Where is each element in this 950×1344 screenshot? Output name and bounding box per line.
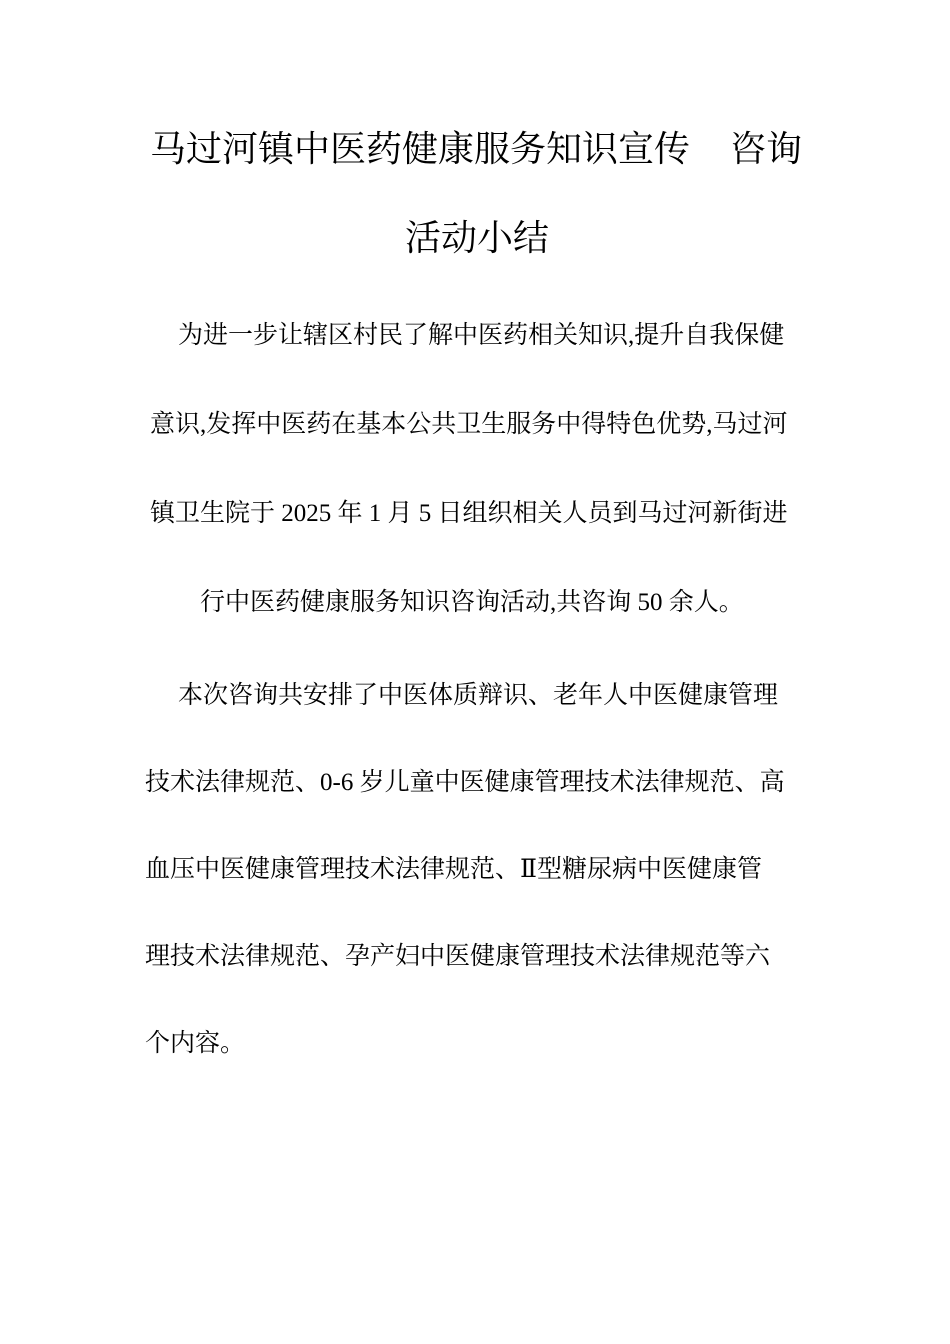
paragraph-2-line-4: 理技术法律规范、孕产妇中医健康管理技术法律规范等六 [145, 943, 771, 970]
title-line-1-part-1: 马过河镇中医药健康服务知识宣传 [150, 129, 691, 169]
paragraph-2-line-3: 血压中医健康管理技术法律规范、Ⅱ型糖尿病中医健康管 [145, 856, 762, 883]
paragraph-2-line-5: 个内容。 [145, 1030, 246, 1057]
title-line-1-part-2: 咨询 [730, 129, 803, 169]
paragraph-1-line-3: 镇卫生院于 2025 年 1 月 5 日组织相关人员到马过河新街进 [150, 500, 788, 527]
paragraph-2-line-1: 本次咨询共安排了中医体质辩识、老年人中医健康管理 [178, 682, 779, 709]
paragraph-1-line-2: 意识,发挥中医药在基本公共卫生服务中得特色优势,马过河 [150, 411, 788, 438]
paragraph-2-line-2: 技术法律规范、0-6 岁儿童中医健康管理技术法律规范、高 [145, 769, 785, 796]
paragraph-1-line-1: 为进一步让辖区村民了解中医药相关知识,提升自我保健 [178, 322, 785, 349]
paragraph-1-line-4: 行中医药健康服务知识咨询活动,共咨询 50 余人。 [200, 589, 744, 616]
title-line-2: 活动小结 [405, 218, 550, 258]
